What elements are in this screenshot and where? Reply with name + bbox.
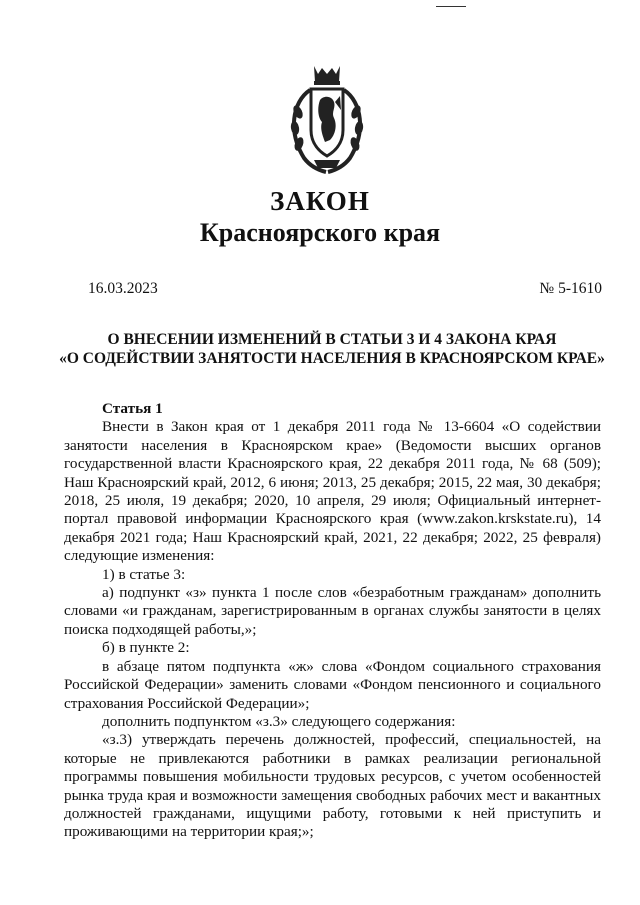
subject-line-1: О ВНЕСЕНИИ ИЗМЕНЕНИЙ В СТАТЬИ 3 И 4 ЗАКОНА КРАЯ (107, 331, 557, 348)
article-paragraph: Внести в Закон края от 1 декабря 2011 года № 13-6604 «О содействии занятости населения в Красноярском крае» (Ведомости высших органов государственной власти Красноярского края, 22 декабря 2011 года, № 68 (509); Наш Красноярский край, 2012, 6 июня; 2013, 25 декабря; 2015, 22 мая, 30 декабря; 2018, 25 июля, 19 декабря; 2020, 10 апреля, 29 июля; Официальный интернет-портал правовой информации Красноярского края (www.zakon.krskstate.ru), 14 декабря 2021 года; Наш Красноярский край, 2021, 22 декабря; 2022, 25 февраля) следующие изменения: (64, 418, 601, 565)
document-title: ЗАКОН (270, 186, 370, 216)
document-date: 16.03.2023 (88, 280, 158, 297)
krasnoyarsk-coat-of-arms-icon (284, 62, 370, 174)
article-paragraph: а) подпункт «з» пункта 1 после слов «безработным гражданам» дополнить словами «и гражданам, зарегистрированным в органах службы занятости в целях поиска подходящей работы,»; (64, 584, 601, 638)
document-subtitle: Красноярского края (199, 218, 441, 247)
document-number: № 5-1610 (539, 280, 602, 297)
article-body (64, 400, 601, 842)
article-paragraph: в абзаце пятом подпункта «ж» слова «Фондом социального страхования Российской Федерации» заменить словами «Фондом пенсионного и социального страхования Российской Федерации»; (64, 657, 601, 712)
article-heading: Статья 1 (102, 400, 163, 417)
article-paragraph: 1) в статье 3: (102, 565, 186, 583)
subject-line-2: «О СОДЕЙСТВИИ ЗАНЯТОСТИ НАСЕЛЕНИЯ В КРАСНОЯРСКОМ КРАЕ» (59, 350, 605, 367)
scan-mark (436, 6, 466, 7)
article-paragraph: «з.3) утверждать перечень должностей, профессий, специальностей, на которые не привлекаются работники в рамках реализации региональной программы повышения мобильности трудовых ресурсов, с учетом особенностей рынка труда края и возможности замещения свободных рабочих мест и вакантных должностей гражданами, ищущими работу, готовыми к ней приступить и проживающими на территории края;»; (64, 731, 601, 841)
article-paragraph: дополнить подпунктом «з.3» следующего содержания: (102, 712, 456, 730)
article-paragraph: б) в пункте 2: (102, 639, 190, 657)
